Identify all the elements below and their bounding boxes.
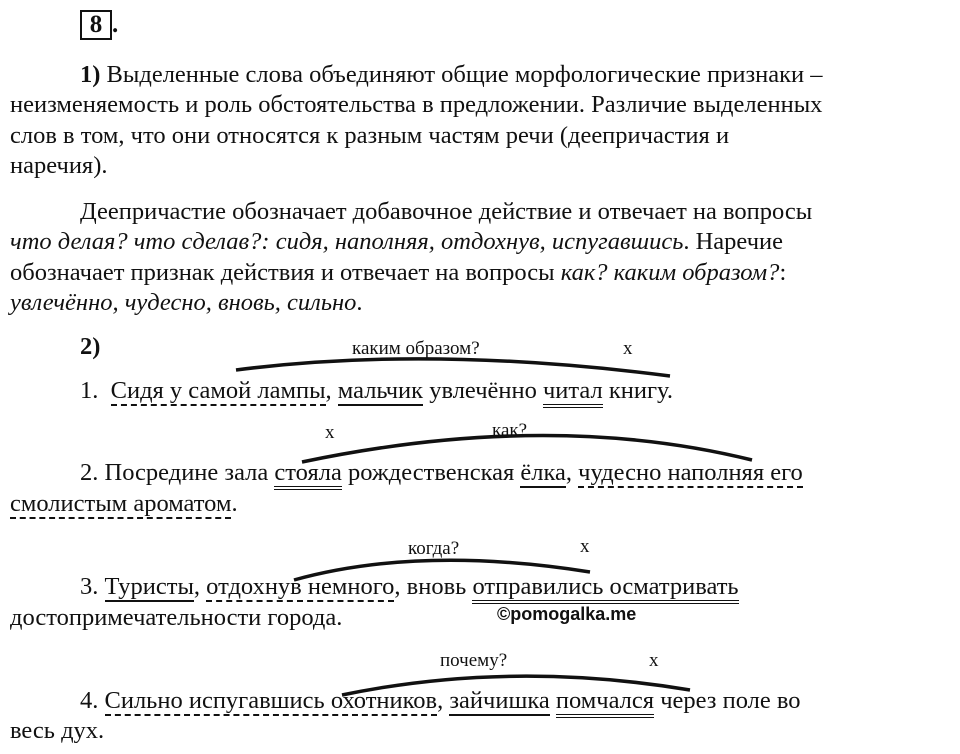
part1-line2: неизменяемость и роль обстоятельства в предложении. Различие выделенных xyxy=(10,91,823,118)
sentence-4-line1 xyxy=(80,686,801,716)
text: . xyxy=(356,289,363,316)
text: . xyxy=(231,490,238,517)
s2-x-mark: х xyxy=(325,422,335,443)
sentence-3-line2: достопримечательности города. xyxy=(10,604,343,631)
text: , xyxy=(193,573,207,600)
task-number-dot: . xyxy=(112,11,119,38)
part1-line3: слов в том, что они относятся к разным частям речи (деепричастия и xyxy=(10,122,730,149)
text: 3. xyxy=(80,573,105,600)
text: читал xyxy=(543,377,603,408)
text: Туристы xyxy=(104,573,194,600)
s3-x-mark: х xyxy=(580,536,590,557)
text: книгу. xyxy=(602,377,673,404)
arc-1 xyxy=(236,359,670,376)
text: отдохнув немного xyxy=(206,573,395,600)
text: как? каким образом? xyxy=(560,259,780,286)
text: , вновь xyxy=(394,573,473,600)
part2-label: 2) xyxy=(80,333,101,360)
text: смолистым ароматом xyxy=(10,490,232,517)
text: 4. xyxy=(80,687,105,714)
sentence-1 xyxy=(80,376,673,406)
text: 1. xyxy=(80,377,99,404)
sentence-2-line2 xyxy=(10,489,238,519)
text: через поле во xyxy=(654,687,801,714)
text: 2. Посредине зала xyxy=(80,459,275,486)
text: увлечённо xyxy=(423,377,543,404)
s3-question: когда? xyxy=(408,538,460,559)
part1-label: 1) xyxy=(80,61,101,88)
text: стояла xyxy=(274,459,341,490)
text: помчался xyxy=(556,687,654,718)
sentence-3-line1 xyxy=(80,572,739,602)
text: Сидя у самой лампы xyxy=(110,377,326,404)
text: увлечённо, чудесно, вновь, сильно xyxy=(10,289,357,316)
text xyxy=(550,687,556,714)
text: , xyxy=(565,459,579,486)
text: ёлка xyxy=(520,459,566,486)
text: что делая? что сделав?: сидя, наполняя, отдохнув, испугавшись xyxy=(10,228,684,255)
text: обозначает признак действия и отвечает на вопросы xyxy=(10,259,561,286)
part1-line4: наречия). xyxy=(10,152,108,179)
text: мальчик xyxy=(337,377,424,404)
text: чудесно наполняя его xyxy=(578,459,803,486)
text: Сильно испугавшись охотников xyxy=(104,687,438,714)
watermark: ©pomogalka.me xyxy=(497,604,637,624)
s4-question: почему? xyxy=(440,650,508,671)
task-number: 8 xyxy=(89,11,103,38)
text: : xyxy=(779,259,787,286)
sentence-4-line2: весь дух. xyxy=(10,717,105,744)
text: . Наречие xyxy=(683,228,783,255)
s2-question: как? xyxy=(492,420,528,441)
text: рождественская xyxy=(341,459,521,486)
sentence-2-line1 xyxy=(80,458,803,488)
s1-x-mark: х xyxy=(623,338,633,359)
text: зайчишка xyxy=(449,687,550,714)
text: , xyxy=(325,377,332,404)
text: отправились осматривать xyxy=(472,573,738,604)
s1-question: каким образом? xyxy=(352,338,480,359)
text: Выделенные слова объединяют общие морфологические признаки – xyxy=(106,61,823,88)
s4-x-mark: х xyxy=(649,650,659,671)
text: , xyxy=(437,687,450,714)
part1-p2-line1: Деепричастие обозначает добавочное действие и отвечает на вопросы xyxy=(80,198,813,225)
